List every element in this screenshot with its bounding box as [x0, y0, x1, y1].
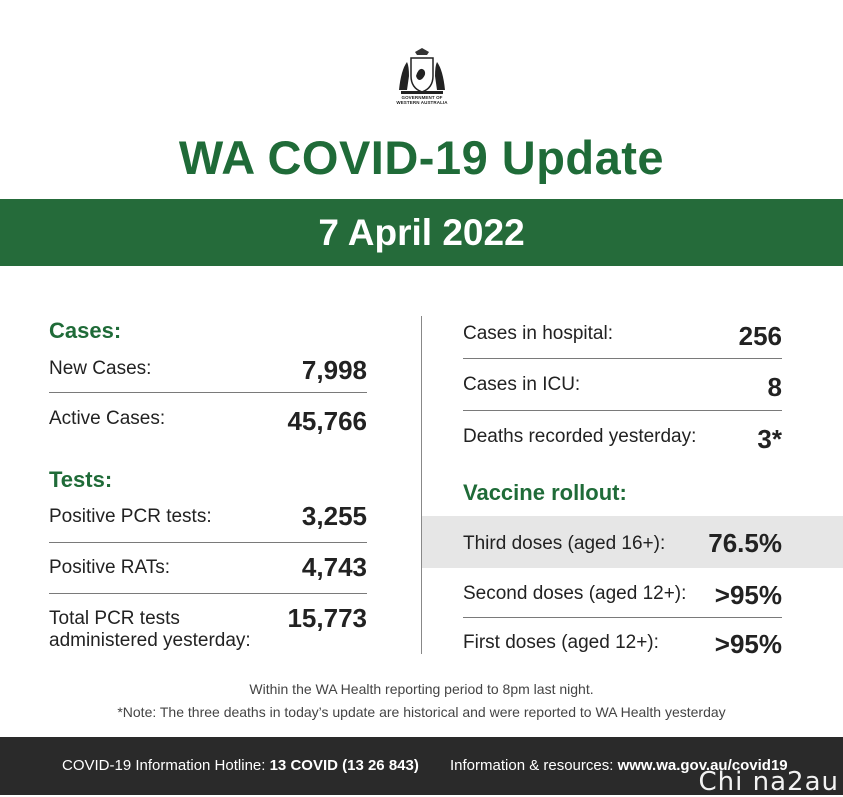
hotline-number[interactable]: 13 COVID (13 26 843) — [269, 757, 419, 774]
third-doses-row — [463, 526, 782, 560]
second-doses-row — [463, 577, 782, 611]
second-doses-label: Second doses (aged 12+): — [463, 583, 687, 604]
crest-caption-line2: WESTERN AUSTRALIA — [396, 100, 448, 105]
active-cases-label: Active Cases: — [49, 408, 166, 429]
positive-rats-value: 4,743 — [301, 552, 367, 582]
total-pcr-label — [49, 608, 251, 652]
divider — [49, 392, 367, 393]
first-doses-value: >95% — [714, 629, 782, 659]
positive-rats-row — [49, 551, 367, 585]
new-cases-label: New Cases: — [49, 358, 152, 379]
active-cases-value: 45,766 — [287, 406, 367, 436]
date-banner — [0, 199, 843, 266]
report-date: 7 April 2022 — [318, 211, 525, 253]
page-title: WA COVID-19 Update — [178, 131, 665, 184]
new-cases-value: 7,998 — [301, 355, 367, 385]
total-pcr-label-line2: administered yesterday: — [49, 630, 251, 651]
active-cases-row — [49, 403, 367, 437]
tests-heading: Tests: — [49, 467, 113, 492]
total-pcr-label-line1: Total PCR tests — [49, 608, 180, 629]
positive-pcr-row — [49, 500, 367, 534]
icu-row — [463, 369, 782, 403]
deaths-row — [463, 421, 782, 455]
hospital-label: Cases in hospital: — [463, 323, 613, 344]
new-cases-row — [49, 352, 367, 386]
hotline-label: COVID-19 Information Hotline: — [62, 757, 266, 774]
hotline-info — [62, 757, 419, 774]
first-doses-label: First doses (aged 12+): — [463, 632, 659, 653]
icu-value: 8 — [767, 372, 782, 402]
divider — [463, 617, 782, 618]
divider — [49, 542, 367, 543]
resources-label: Information & resources: — [450, 757, 614, 774]
deaths-value: 3* — [757, 424, 782, 454]
resources-link[interactable]: www.wa.gov.au/covid19 — [617, 757, 788, 774]
vaccine-heading: Vaccine rollout: — [463, 480, 627, 505]
hospital-row — [463, 318, 782, 352]
deaths-footnote: *Note: The three deaths in today’s update are historical and were reported to WA Health yesterday — [117, 704, 726, 720]
total-pcr-value: 15,773 — [287, 603, 367, 633]
column-divider — [421, 316, 422, 654]
positive-pcr-label: Positive PCR tests: — [49, 506, 212, 527]
divider — [463, 410, 782, 411]
crest-caption-line1: GOVERNMENT OF — [401, 95, 443, 100]
watermark-text: Chi na2au — [698, 767, 839, 797]
positive-pcr-value: 3,255 — [301, 501, 367, 531]
icu-label: Cases in ICU: — [463, 374, 581, 395]
third-doses-value: 76.5% — [708, 528, 782, 558]
total-pcr-row — [49, 602, 367, 656]
hospital-value: 256 — [738, 321, 782, 351]
divider — [49, 593, 367, 594]
reporting-period-note: Within the WA Health reporting period to 8pm last night. — [249, 681, 594, 697]
second-doses-value: >95% — [714, 580, 782, 610]
third-doses-label: Third doses (aged 16+): — [463, 533, 666, 554]
deaths-label: Deaths recorded yesterday: — [463, 426, 697, 447]
positive-rats-label: Positive RATs: — [49, 557, 171, 578]
divider — [463, 358, 782, 359]
crest-caption — [380, 95, 464, 105]
first-doses-row — [463, 626, 782, 660]
cases-heading: Cases: — [49, 318, 122, 343]
